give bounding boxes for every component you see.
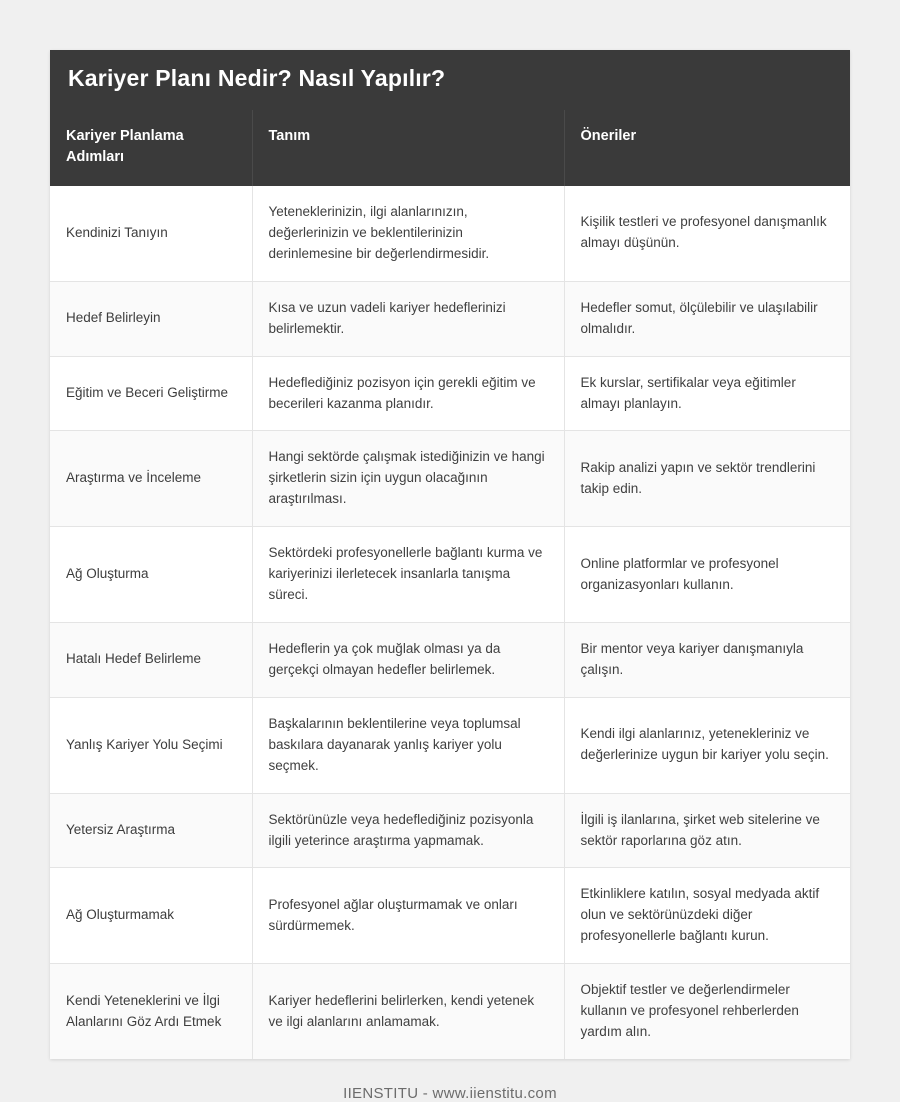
cell-step: Yanlış Kariyer Yolu Seçimi (50, 697, 252, 793)
cell-step: Kendi Yeteneklerini ve İlgi Alanlarını Göz Ardı Etmek (50, 964, 252, 1059)
cell-step: Ağ Oluşturmamak (50, 868, 252, 964)
column-header-steps (50, 110, 252, 186)
cell-step: Kendinizi Tanıyın (50, 186, 252, 281)
content-card (50, 50, 850, 1059)
cell-definition: Hedeflerin ya çok muğlak olması ya da gerçekçi olmayan hedefler belirlemek. (252, 623, 564, 698)
cell-suggestion: İlgili iş ilanlarına, şirket web sitelerine ve sektör raporlarına göz atın. (564, 793, 850, 868)
cell-step: Yetersiz Araştırma (50, 793, 252, 868)
cell-definition: Başkalarının beklentilerine veya toplumsal baskılara dayanarak yanlış kariyer yolu seçmek. (252, 697, 564, 793)
cell-step: Hatalı Hedef Belirleme (50, 623, 252, 698)
cell-definition: Yeteneklerinizin, ilgi alanlarınızın, değerlerinizin ve beklentilerinizin derinlemesine bir değerlendirmesidir. (252, 186, 564, 281)
cell-definition: Sektörünüzle veya hedeflediğiniz pozisyonla ilgili yeterince araştırma yapmamak. (252, 793, 564, 868)
cell-suggestion: Rakip analizi yapın ve sektör trendlerini takip edin. (564, 431, 850, 527)
table-header-row (50, 110, 850, 186)
column-header-steps-label: Kariyer Planlama Adımları (66, 128, 184, 166)
column-header-definition-label: Tanım (268, 128, 311, 144)
cell-suggestion: Ek kurslar, sertifikalar veya eğitimler almayı planlayın. (564, 356, 850, 431)
cell-step: Araştırma ve İnceleme (50, 431, 252, 527)
cell-definition: Sektördeki profesyonellerle bağlantı kurma ve kariyerinizi ilerletecek insanlarla tanışma süreci. (252, 527, 564, 623)
cell-suggestion: Online platformlar ve profesyonel organizasyonları kullanın. (564, 527, 850, 623)
cell-suggestion: Hedefler somut, ölçülebilir ve ulaşılabilir olmalıdır. (564, 281, 850, 356)
career-plan-table (50, 110, 850, 1059)
table-row (50, 793, 850, 868)
table-body (50, 186, 850, 1059)
footer-credit: IIENSTITU - www.iienstitu.com (343, 1085, 557, 1102)
table-row (50, 186, 850, 281)
cell-step: Eğitim ve Beceri Geliştirme (50, 356, 252, 431)
cell-suggestion: Bir mentor veya kariyer danışmanıyla çalışın. (564, 623, 850, 698)
table-row (50, 527, 850, 623)
cell-suggestion: Kişilik testleri ve profesyonel danışmanlık almayı düşünün. (564, 186, 850, 281)
cell-definition: Hangi sektörde çalışmak istediğinizin ve hangi şirketlerin sizin için uygun olacağının araştırılması. (252, 431, 564, 527)
title-bar (50, 50, 850, 110)
cell-step: Hedef Belirleyin (50, 281, 252, 356)
table-row (50, 964, 850, 1059)
cell-suggestion: Objektif testler ve değerlendirmeler kullanın ve profesyonel rehberlerden yardım alın. (564, 964, 850, 1059)
cell-definition: Profesyonel ağlar oluşturmamak ve onları sürdürmemek. (252, 868, 564, 964)
table-row (50, 697, 850, 793)
table-row (50, 868, 850, 964)
table-row (50, 623, 850, 698)
page-title: Kariyer Planı Nedir? Nasıl Yapılır? (68, 65, 446, 92)
cell-suggestion: Kendi ilgi alanlarınız, yetenekleriniz ve değerlerinize uygun bir kariyer yolu seçin. (564, 697, 850, 793)
table-header (50, 110, 850, 186)
table-row (50, 281, 850, 356)
column-header-suggestions-label: Öneriler (580, 128, 637, 144)
cell-definition: Kısa ve uzun vadeli kariyer hedeflerinizi belirlemektir. (252, 281, 564, 356)
cell-definition: Kariyer hedeflerini belirlerken, kendi yetenek ve ilgi alanlarını anlamamak. (252, 964, 564, 1059)
cell-definition: Hedeflediğiniz pozisyon için gerekli eğitim ve becerileri kazanma planıdır. (252, 356, 564, 431)
column-header-suggestions (564, 110, 850, 186)
cell-step: Ağ Oluşturma (50, 527, 252, 623)
table-row (50, 356, 850, 431)
column-header-definition (252, 110, 564, 186)
table-row (50, 431, 850, 527)
cell-suggestion: Etkinliklere katılın, sosyal medyada aktif olun ve sektörünüzdeki diğer profesyonellerle bağlantı kurun. (564, 868, 850, 964)
